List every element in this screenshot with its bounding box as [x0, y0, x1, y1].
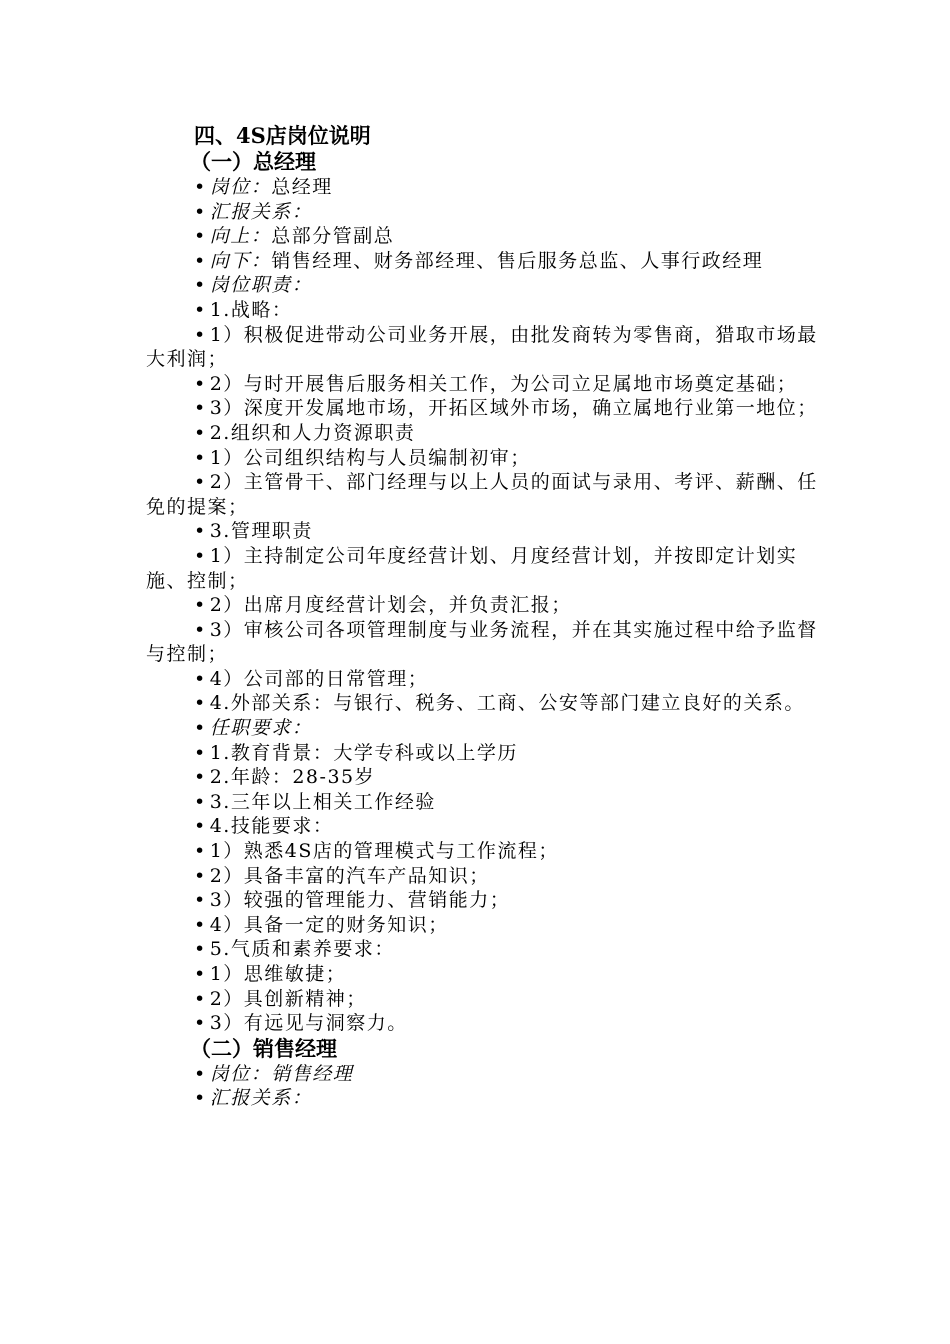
- bullet-icon: •: [194, 323, 207, 346]
- gm-line-text: 1）思维敏捷；: [209, 963, 347, 985]
- gm-line-text: 2.年龄：28-35岁: [209, 766, 376, 789]
- gm-line-text: 3.管理职责: [209, 520, 313, 543]
- gm-line-text: 4.外部关系：与银行、税务、工商、公安等部门建立良好的关系。: [209, 692, 805, 715]
- bullet-icon: •: [194, 840, 207, 863]
- gm-line: [146, 962, 826, 987]
- bullet-icon: •: [194, 692, 207, 715]
- gm-line-text: 3）有远见与洞察力。: [209, 1012, 408, 1035]
- bullet-icon: •: [194, 889, 207, 912]
- gm-line-text: 1）熟悉4S店的管理模式与工作流程；: [209, 840, 559, 863]
- sales-line: [146, 1062, 826, 1087]
- gm-line: [146, 864, 826, 889]
- gm-line-text: 2）出席月度经营计划会，并负责汇报；: [209, 594, 572, 617]
- sales-lines: [146, 1062, 826, 1111]
- gm-line-text: 总经理: [271, 176, 333, 198]
- gm-line-label: 向下：: [209, 249, 272, 272]
- gm-line-label: 向上：: [209, 225, 272, 248]
- sales-line-label: 岗位：销售经理: [209, 1062, 354, 1085]
- gm-line-text: 销售经理、财务部经理、售后服务总监、人事行政经理: [271, 249, 764, 272]
- gm-line-text: 1.战略：: [209, 298, 293, 321]
- bullet-icon: •: [194, 938, 207, 961]
- bullet-icon: •: [194, 544, 207, 567]
- gm-line-label: 汇报关系：: [209, 200, 313, 223]
- gm-line-text: 3）较强的管理能力、营销能力；: [209, 889, 511, 912]
- gm-line: [146, 987, 826, 1012]
- bullet-icon: •: [194, 274, 207, 297]
- bullet-icon: •: [194, 963, 207, 985]
- gm-line-text: 2）与时开展售后服务相关工作，为公司立足属地市场奠定基础；: [209, 372, 798, 395]
- gm-line-text: 1）积极促进带动公司业务开展，由批发商转为零售商，猎取市场最大利润；: [146, 323, 818, 371]
- gm-line-text: 1）主持制定公司年度经营计划、月度经营计划，并按即定计划实施、控制；: [146, 544, 798, 592]
- gm-line-text: 总部分管副总: [271, 225, 395, 248]
- bullet-icon: •: [194, 446, 207, 469]
- gm-line: [146, 1011, 826, 1036]
- bullet-icon: •: [194, 913, 207, 936]
- sales-line: [146, 1086, 826, 1111]
- gm-line: [146, 593, 826, 618]
- gm-line-label: 岗位：: [209, 176, 272, 198]
- gm-line: [146, 175, 826, 200]
- bullet-icon: •: [194, 176, 207, 198]
- gm-line: [146, 814, 826, 839]
- gm-line: [146, 765, 826, 790]
- bullet-icon: •: [194, 1062, 207, 1085]
- gm-line-text: 2）主管骨干、部门经理与以上人员的面试与录用、考评、薪酬、任免的提案；: [146, 471, 818, 518]
- gm-line: [146, 691, 826, 716]
- bullet-icon: •: [194, 421, 207, 444]
- bullet-icon: •: [194, 790, 207, 813]
- gm-line: [146, 200, 826, 225]
- gm-line-text: 4）具备一定的财务知识；: [209, 913, 449, 936]
- gm-line: [146, 519, 826, 544]
- gm-line-text: 1）公司组织结构与人员编制初审；: [209, 446, 531, 469]
- sales-heading: （二）销售经理: [190, 1035, 337, 1061]
- gm-line: [146, 372, 826, 397]
- gm-heading: （一）总经理: [190, 149, 316, 174]
- gm-line-label: 岗位职责：: [209, 274, 313, 297]
- gm-line: [146, 618, 826, 667]
- bullet-icon: •: [194, 618, 207, 641]
- gm-line: [146, 913, 826, 938]
- gm-line: [146, 544, 826, 593]
- gm-line: [146, 396, 826, 421]
- gm-line: [146, 839, 826, 864]
- gm-line: [146, 323, 826, 372]
- gm-line: [146, 667, 826, 692]
- gm-line: [146, 790, 826, 815]
- sales-line-label: 汇报关系：: [209, 1087, 313, 1110]
- gm-line-text: 4.技能要求：: [209, 815, 334, 838]
- bullet-icon: •: [194, 766, 207, 789]
- bullet-icon: •: [194, 717, 207, 740]
- gm-line: [146, 273, 826, 298]
- bullet-icon: •: [194, 594, 207, 617]
- bullet-icon: •: [194, 741, 207, 764]
- gm-line: [146, 421, 826, 446]
- gm-line-text: 2.组织和人力资源职责: [209, 421, 416, 444]
- gm-line: [146, 937, 826, 962]
- bullet-icon: •: [194, 298, 207, 321]
- bullet-icon: •: [194, 864, 207, 887]
- bullet-icon: •: [194, 249, 207, 272]
- gm-line-text: 4）公司部的日常管理；: [209, 667, 429, 690]
- gm-line-text: 5.气质和素养要求：: [209, 938, 395, 961]
- gm-line-text: 3）审核公司各项管理制度与业务流程，并在其实施过程中给予监督与控制；: [146, 618, 818, 666]
- gm-line: [146, 716, 826, 741]
- gm-line-label: 任职要求：: [209, 717, 313, 740]
- bullet-icon: •: [194, 1012, 207, 1035]
- gm-line: [146, 741, 826, 766]
- bullet-icon: •: [194, 520, 207, 543]
- gm-line-text: 2）具备丰富的汽车产品知识；: [209, 864, 490, 887]
- section-title: 四、4S店岗位说明: [194, 123, 371, 148]
- gm-line: [146, 888, 826, 913]
- gm-line-text: 3）深度开发属地市场，开拓区域外市场，确立属地行业第一地位；: [209, 397, 818, 420]
- bullet-icon: •: [194, 471, 207, 494]
- bullet-icon: •: [194, 397, 207, 420]
- gm-line-text: 3.三年以上相关工作经验: [209, 790, 436, 813]
- bullet-icon: •: [194, 1087, 207, 1110]
- document-content: [146, 123, 826, 1111]
- bullet-icon: •: [194, 372, 207, 395]
- bullet-icon: •: [194, 815, 207, 838]
- gm-line: [146, 470, 826, 519]
- gm-line-text: 2）具创新精神；: [209, 987, 367, 1010]
- gm-line: [146, 446, 826, 471]
- gm-line: [146, 249, 826, 274]
- bullet-icon: •: [194, 667, 207, 690]
- gm-line: [146, 298, 826, 323]
- bullet-icon: •: [194, 987, 207, 1010]
- bullet-icon: •: [194, 200, 207, 223]
- gm-lines: [146, 175, 826, 1036]
- gm-line: [146, 224, 826, 249]
- gm-line-text: 1.教育背景：大学专科或以上学历: [209, 741, 518, 764]
- bullet-icon: •: [194, 225, 207, 248]
